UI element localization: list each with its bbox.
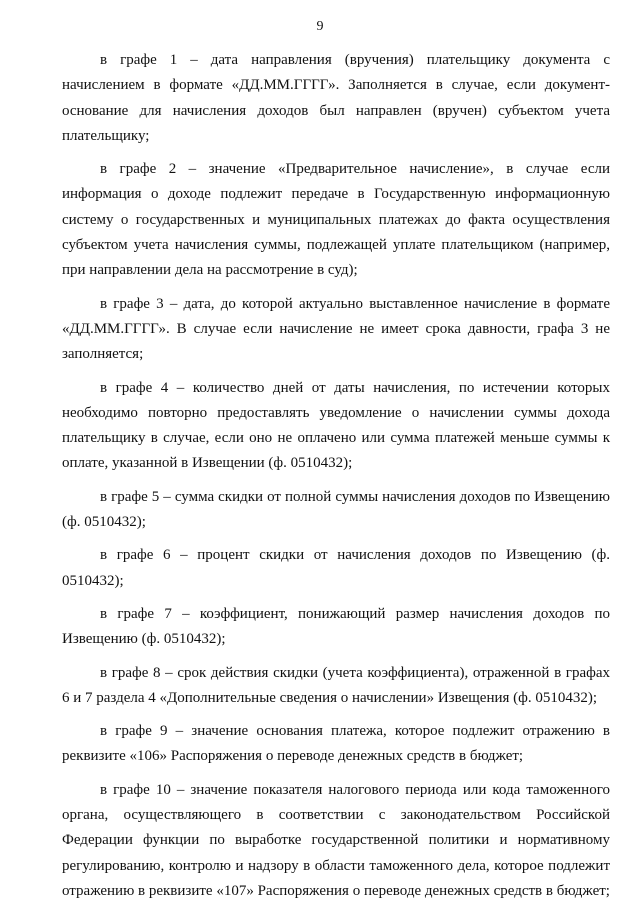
page-number: 9 [316, 19, 324, 34]
paragraph-graph-9: в графе 9 – значение основания платежа, которое подлежит отражению в реквизите «106» Распоряжения о переводе денежных средств в бюджет; [62, 723, 610, 765]
paragraph-graph-1: в графе 1 – дата направления (вручения) плательщику документа с начислением в формате «ДД.ММ.ГГГГ». Заполняется в случае, если документ-основание для начисления доходов был направлен (вручен) субъектом учета плательщику; [62, 52, 610, 144]
paragraph-graph-2: в графе 2 – значение «Предварительное начисление», в случае если информация о доходе подлежит передаче в Государственную информационную систему о государственных и муниципальных платежах до факта осуществления субъектом учета начисления суммы, подлежащей уплате плательщиком (например, при направлении дела на рассмотрение в суд); [62, 161, 610, 279]
paragraph-graph-7: в графе 7 – коэффициент, понижающий размер начисления доходов по Извещению (ф. 0510432); [62, 605, 610, 648]
paragraph-graph-3: в графе 3 – дата, до которой актуально выставленное начисление в формате «ДД.ММ.ГГГГ». В случае если начисление не имеет срока давности, графа 3 не заполняется; [62, 295, 610, 363]
paragraph-graph-5: в графе 5 – сумма скидки от полной суммы начисления доходов по Извещению (ф. 0510432); [62, 488, 610, 531]
paragraph-graph-4: в графе 4 – количество дней от даты начисления, по истечении которых необходимо повторно предоставлять уведомление о начислении суммы дохода плательщику в случае, если оно не оплачено или сумма платежей меньше суммы к оплате, указанной в Извещении (ф. 0510432); [62, 379, 610, 472]
paragraph-graph-8: в графе 8 – срок действия скидки (учета коэффициента), отраженной в графах 6 и 7 раздела 4 «Дополнительные сведения о начислении» Извещения (ф. 0510432); [62, 664, 610, 706]
paragraph-graph-10: в графе 10 – значение показателя налогового периода или кода таможенного органа, осуществляющего в соответствии с законодательством Российской Федерации функции по выработке государственной политики и нормативному регулированию, контролю и надзору в области таможенного дела, которое подлежит отражению в реквизите «107» Распоряжения о переводе денежных средств в бюджет; [62, 781, 610, 899]
document-body [62, 48, 610, 912]
paragraph-graph-6: в графе 6 – процент скидки от начисления доходов по Извещению (ф. 0510432); [62, 547, 610, 589]
